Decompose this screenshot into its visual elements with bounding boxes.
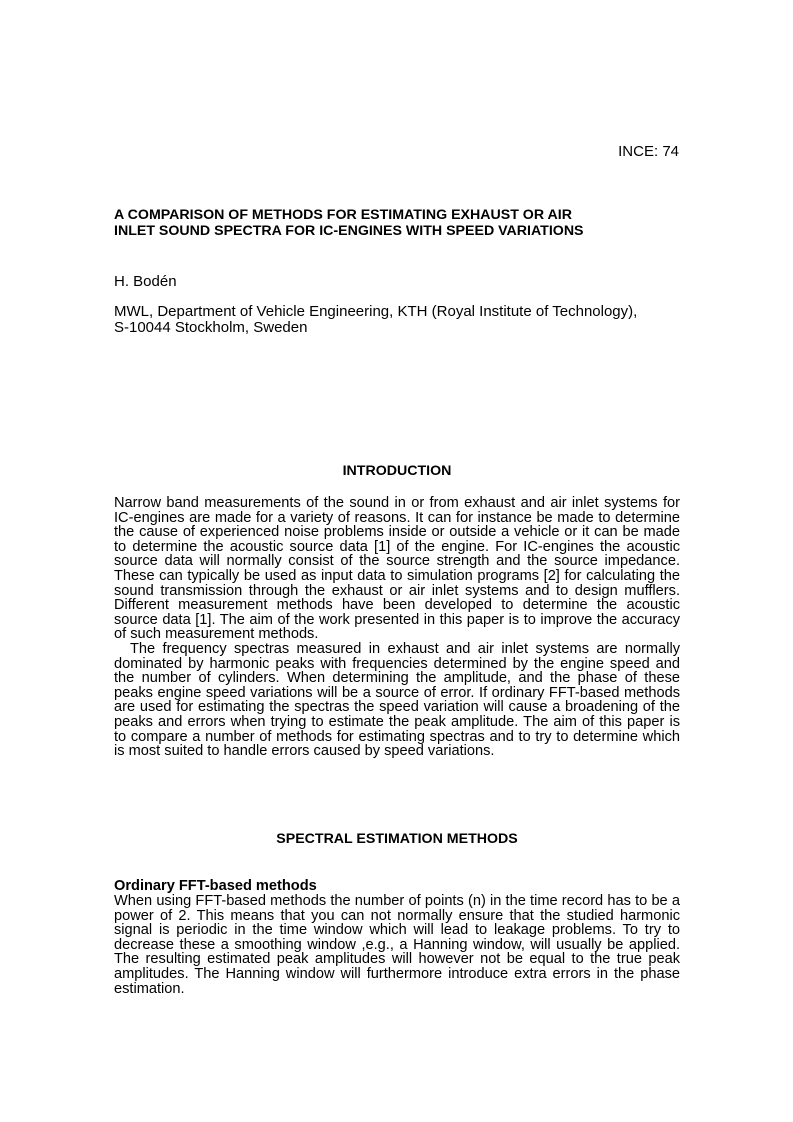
affiliation-line-2: S-10044 Stockholm, Sweden bbox=[114, 319, 308, 336]
paper-author: H. Bodén bbox=[114, 273, 177, 290]
paper-title-line-2: INLET SOUND SPECTRA FOR IC-ENGINES WITH SPEED VARIATIONS bbox=[114, 223, 584, 239]
introduction-body bbox=[114, 496, 680, 759]
subsection-heading-fft: Ordinary FFT-based methods bbox=[114, 878, 317, 894]
introduction-paragraph-2: The frequency spectras measured in exhaust and air inlet systems are normally dominated by harmonic peaks with frequencies determined by the engine speed and the number of cylinders. When determining the amplitude, and the phase of these peaks engine speed variations will be a source of error. If ordinary FFT-based methods are used for estimating the spectras the speed variation will cause a broadening of the peaks and errors when trying to estimate the peak amplitude. The aim of this paper is to compare a number of methods for estimating spectras and to try to determine which is most suited to handle errors caused by speed variations. bbox=[114, 640, 680, 760]
paper-title-line-1: A COMPARISON OF METHODS FOR ESTIMATING EXHAUST OR AIR bbox=[114, 207, 572, 223]
paper-reference-number: INCE: 74 bbox=[618, 143, 679, 160]
fft-body bbox=[114, 894, 680, 996]
introduction-paragraph-1: Narrow band measurements of the sound in or from exhaust and air inlet systems for IC-engines are made for a variety of reasons. It can for instance be made to determine the cause of experienced noise problems inside or outside a vehicle or it can be made to determine the acoustic source data [1] of the engine. For IC-engines the acoustic source data will normally consist of the source strength and the source impedance. These can typically be used as input data to simulation programs [2] for calculating the sound transmission through the exhaust or air inlet systems and to design mufflers. Different measurement methods have been developed to determine the acoustic source data [1]. The aim of the work presented in this paper is to improve the accuracy of such measurement methods. bbox=[114, 495, 680, 643]
paper-affiliation bbox=[114, 304, 680, 336]
paper-title bbox=[114, 207, 679, 239]
fft-paragraph: When using FFT-based methods the number of points (n) in the time record has to be a power of 2. This means that you can not normally ensure that the studied harmonic signal is periodic in the time window which will lead to leakage problems. To try to decrease these a smoothing window ,e.g., a Hanning window, will usually be applied. The resulting estimated peak amplitudes will however not be equal to the true peak amplitudes. The Hanning window will furthermore introduce extra errors in the phase estimation. bbox=[114, 893, 680, 997]
section-heading-introduction: INTRODUCTION bbox=[342, 463, 452, 479]
affiliation-line-1: MWL, Department of Vehicle Engineering, KTH (Royal Institute of Technology), bbox=[114, 303, 638, 320]
section-heading-spectral-estimation: SPECTRAL ESTIMATION METHODS bbox=[276, 831, 518, 847]
